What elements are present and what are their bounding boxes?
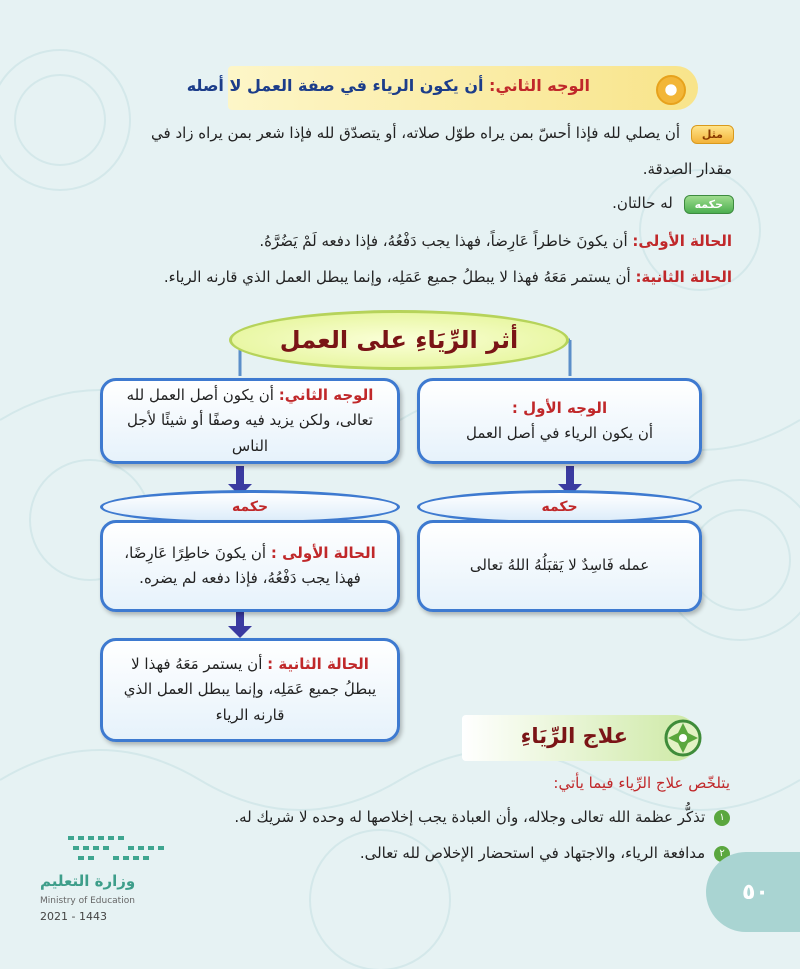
- remedy-intro: يتلخّص علاج الرِّياء فيما يأتي:: [553, 774, 730, 792]
- diagram-box-second-aspect: [100, 378, 400, 464]
- ministry-logo: [18, 828, 198, 923]
- case1-text: أن يكونَ خاطراً عَارِضاً، فهذا يجب دَفْعُهُ، فإذا دفعه لَمْ يَضُرَّهُ.: [259, 232, 628, 250]
- invalid-deed-text: عمله فَاسِدٌ لا يَقبَلُهُ اللهُ تعالى: [469, 556, 650, 575]
- remedy-item-1-text: تذكُّر عظمة الله تعالى وجلاله، وأن العبادة يجب إخلاصها له وحده لا شريك له.: [234, 808, 706, 826]
- case1-label: الحالة الأولى:: [632, 232, 732, 250]
- ruling-text: له حالتان.: [612, 194, 673, 212]
- ruling-chip: حكمه: [684, 195, 734, 214]
- remedy-heading-banner: [462, 715, 698, 761]
- diagram-box-case-2: [100, 638, 400, 742]
- ministry-name-en: Ministry of Education: [40, 896, 135, 906]
- arrow-shaft-left-1: [236, 466, 244, 486]
- diagram-title: أثر الرِّيَاءِ على العمل: [229, 310, 569, 370]
- number-badge-1: ١: [714, 810, 730, 826]
- diagram-case2-label: الحالة الثانية :: [267, 654, 369, 673]
- page-number-badge: ٥٠: [706, 852, 800, 932]
- diagram-box-first-aspect: [417, 378, 702, 464]
- first-aspect-text: أن يكون الرياء في أصل العمل: [466, 424, 654, 442]
- second-aspect-label: الوجه الثاني:: [278, 385, 374, 404]
- example-text-2: مقدار الصدقة.: [642, 160, 732, 178]
- ruling-oval-right: حكمه: [417, 490, 702, 524]
- arrow-head-left-2: [228, 626, 252, 638]
- case2-text: أن يستمر مَعَهُ فهذا لا يبطلُ جميع عَمَلِه، وإنما يبطل العمل الذي قارنه الرياء.: [163, 268, 631, 286]
- example-chip: مثل: [691, 125, 734, 144]
- arrow-shaft-right-1: [566, 466, 574, 486]
- diagram-box-invalid-deed: [417, 520, 702, 612]
- ornament-icon: [662, 717, 704, 759]
- remedy-heading: علاج الرِّيَاءِ: [520, 724, 628, 748]
- heading-text: أن يكون الرياء في صفة العمل لا أصله: [186, 76, 484, 95]
- remedy-item-1: [234, 808, 730, 826]
- case2-label: الحالة الثانية:: [635, 268, 732, 286]
- second-aspect-text: أن يكون أصل العمل لله تعالى، ولكن يزيد فيه وصفًا أو شيئًا لأجل الناس: [126, 385, 373, 455]
- diagram-box-case-1: [100, 520, 400, 612]
- remedy-item-2-text: مدافعة الرياء، والاجتهاد في استحضار الإخلاص لله تعالى.: [359, 844, 706, 862]
- arrow-shaft-left-2: [236, 612, 244, 628]
- diagram-case1-label: الحالة الأولى :: [270, 543, 376, 562]
- example-text-1: أن يصلي لله فإذا أحسّ بمن يراه طوّل صلاته، أو يتصدّق لله فإذا شعر بمن يراه زاد في: [151, 124, 681, 142]
- ruling-oval-left: حكمه: [100, 490, 400, 524]
- diagram-case1-text: أن يكونَ خاطِرًا عَارِضًا، فهذا يجب دَفْعُهُ، فإذا دفعه لم يضره.: [124, 543, 361, 587]
- first-aspect-label: الوجه الأول :: [511, 398, 608, 417]
- diagram-case2-text: أن يستمر مَعَهُ فهذا لا يبطلُ جميع عَمَلِه، وإنما يبطل العمل الذي قارنه الرياء: [123, 654, 377, 724]
- ministry-logo-icon: [68, 834, 178, 868]
- remedy-item-2: [360, 844, 730, 862]
- ministry-name-ar: وزارة التعليم: [40, 872, 136, 890]
- number-badge-2: ٢: [714, 846, 730, 862]
- heading-prefix: الوجه الثاني:: [489, 76, 590, 95]
- edition-year: 2021 - 1443: [40, 910, 107, 923]
